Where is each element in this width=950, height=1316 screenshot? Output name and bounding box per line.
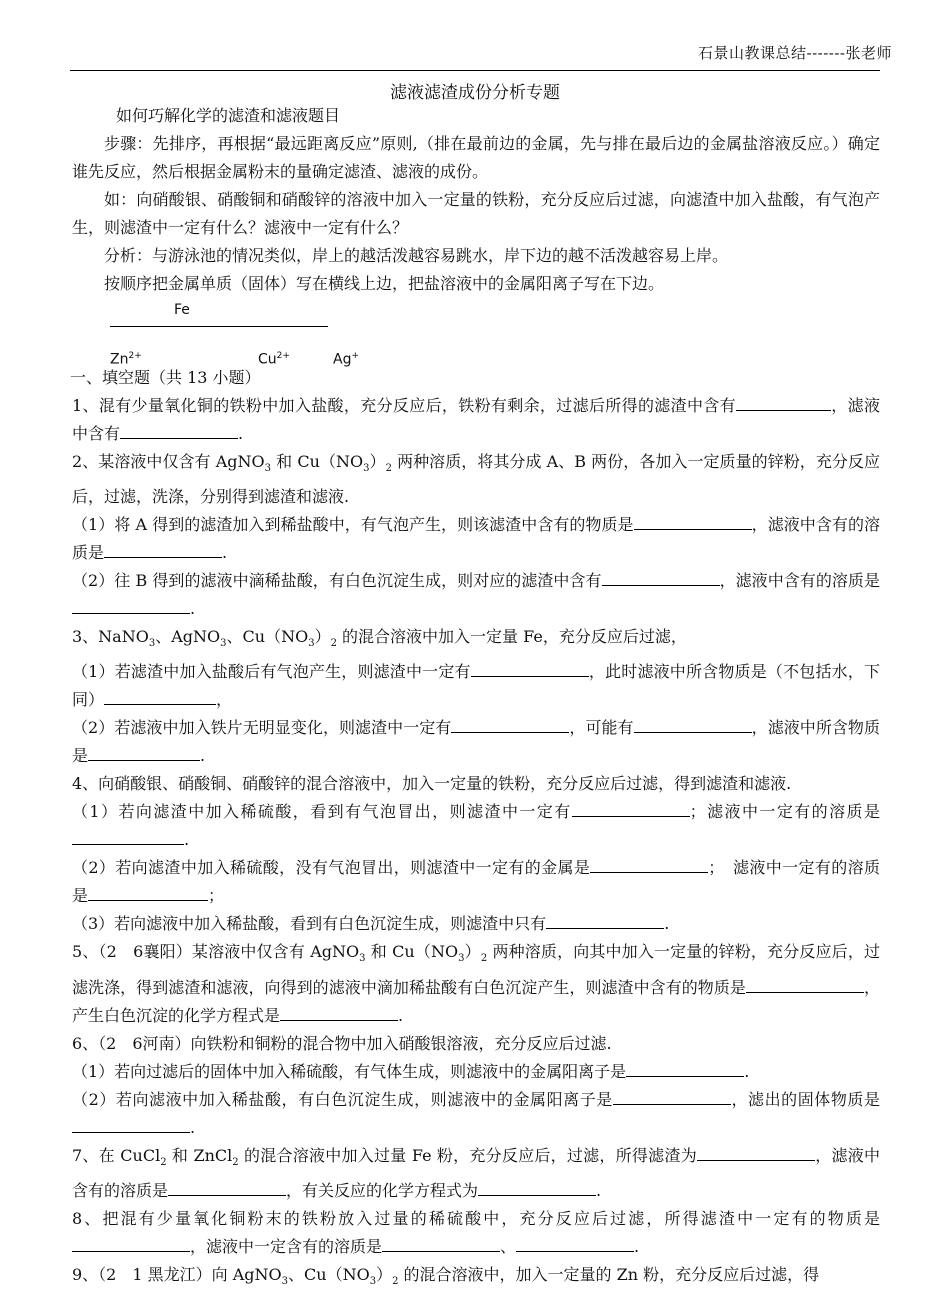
metal-label: Fe — [174, 302, 190, 318]
question-7: 7、在 CuCl$_2$ 和 ZnCl$_2$ 的混合溶液中加入过量 Fe 粉，充分反应后，过滤，所得滤渣为 ，滤液中含有的溶质是 ，有关反应的化学方程式为 . — [72, 1145, 880, 1200]
answer-blank[interactable] — [590, 857, 708, 873]
question-1: 1、混有少量氧化铜的铁粉中加入盐酸，充分反应后，铁粉有剩余，过滤后所得的滤渣中含有 ，滤液中含有 . — [72, 396, 880, 443]
answer-blank[interactable] — [697, 1145, 815, 1161]
answer-blank[interactable] — [104, 689, 216, 705]
subtitle: 如何巧解化学的滤渣和滤液题目 — [116, 106, 341, 125]
question-5: 5、（2 6襄阳）某溶液中仅含有 AgNO$_3$ 和 $Cu(NO_3)_2$ 两种溶质，向其中加入一定量的锌粉，充分反应后，过滤洗涤，得到滤渣和滤液，向得到的滤液中滴加稀盐酸有白色沉淀产生，则滤渣中含有的物质是 ，产生白色沉淀的化学方程式是 . — [72, 942, 880, 1025]
question-3-part-2: （2）若滤液中加入铁片无明显变化，则滤渣中一定有 ，可能有 ，滤液中所含物质是 . — [72, 718, 880, 766]
answer-blank[interactable] — [478, 1180, 596, 1196]
document-body — [72, 102, 880, 1296]
ion-cu: $Cu^{2+}$ — [258, 351, 290, 368]
answer-blank[interactable] — [88, 885, 208, 901]
question-6-part-1: （1）若向过滤后的固体中加入稀硫酸，有气体生成，则滤液中的金属阳离子是 . — [72, 1061, 750, 1081]
question-6-part-2: （2）若向滤液中加入稀盐酸，有白色沉淀生成，则滤液中的金属阳离子是 ，滤出的固体物质是. — [72, 1089, 880, 1137]
answer-blank[interactable] — [88, 745, 200, 761]
answer-blank[interactable] — [382, 1236, 500, 1252]
header-rule — [70, 70, 880, 71]
answer-blank[interactable] — [626, 1061, 744, 1077]
answer-blank[interactable] — [572, 801, 690, 817]
question-8: 8、把混有少量氧化铜粉末的铁粉放入过量的稀硫酸中，充分反应后过滤，所得滤渣中一定有的物质是，滤液中一定含有的溶质是 、 . — [72, 1208, 880, 1256]
question-2: 2、某溶液中仅含有 AgNO$_3$ 和 $Cu(NO_3)_2$ 两种溶质，将其分成 A、B 两份，各加入一定质量的锌粉，充分反应后，过滤，洗涤，分别得到滤渣和滤液. — [72, 452, 880, 507]
answer-blank[interactable] — [72, 829, 184, 845]
intro-instruction: 按顺序把金属单质（固体）写在横线上边，把盐溶液中的金属阳离子写在下边。 — [104, 274, 665, 293]
question-2-part-2: （2）往 B 得到的滤液中滴稀盐酸，有白色沉淀生成，则对应的滤渣中含有 ，滤液中含有的溶质是. — [72, 571, 880, 619]
ion-ag: Ag+ — [333, 351, 360, 368]
answer-blank[interactable] — [451, 717, 569, 733]
answer-blank[interactable] — [602, 570, 720, 586]
answer-blank[interactable] — [634, 514, 752, 530]
answer-blank[interactable] — [104, 542, 222, 558]
question-4-part-1: （1）若向滤渣中加入稀硫酸，看到有气泡冒出，则滤渣中一定有 ；滤液中一定有的溶质是. — [72, 802, 880, 850]
question-4: 4、向硝酸银、硝酸铜、硝酸锌的混合溶液中，加入一定量的铁粉，充分反应后过滤，得到滤渣和滤液. — [72, 774, 792, 794]
page-title: 滤液滤渣成份分析专题 — [390, 83, 560, 103]
answer-blank[interactable] — [168, 1180, 286, 1196]
answer-blank[interactable] — [613, 1089, 731, 1105]
answer-blank[interactable] — [546, 913, 664, 929]
intro-analysis: 分析：与游泳池的情况类似，岸上的越活泼越容易跳水，岸下边的越不活泼越容易上岸。 — [104, 246, 729, 265]
question-2-part-1: （1）将 A 得到的滤渣加入到稀盐酸中，有气泡产生，则该滤渣中含有的物质是 ，滤液中含有的溶质是 . — [72, 515, 880, 563]
question-9: 9、（2 1 黑龙江）向 AgNO$_3$、$Cu(NO_3)_2$ 的混合溶液中，加入一定量的 Zn 粉，充分反应后过滤，得 — [72, 1264, 820, 1287]
question-4-part-2: （2）若向滤渣中加入稀硫酸，没有气泡冒出，则滤渣中一定有的金属是 ； 滤液中一定有的溶质是 ； — [72, 858, 880, 906]
question-3: 3、NaNO$_3$、AgNO$_3$、$Cu(NO_3)_2$ 的混合溶液中加入一定量 Fe，充分反应后过滤， — [72, 627, 687, 650]
ion-zn: $Zn^{2+}$ — [110, 351, 142, 368]
answer-blank[interactable] — [72, 1117, 190, 1133]
answer-blank[interactable] — [634, 717, 752, 733]
answer-blank[interactable] — [471, 661, 589, 677]
answer-blank[interactable] — [120, 423, 238, 439]
answer-blank[interactable] — [72, 1236, 190, 1252]
metal-ion-diagram — [72, 298, 880, 368]
answer-blank[interactable] — [72, 598, 190, 614]
answer-blank[interactable] — [746, 977, 864, 993]
page-header: 石景山教课总结-------张老师 — [698, 44, 892, 62]
question-6: 6、（2 6河南）向铁粉和铜粉的混合物中加入硝酸银溶液，充分反应后过滤. — [72, 1033, 612, 1053]
answer-blank[interactable] — [516, 1236, 634, 1252]
diagram-line — [110, 326, 328, 327]
section-title: 一、填空题（共 13 小题） — [70, 368, 261, 387]
question-4-part-3: （3）若向滤液中加入稀盐酸，看到有白色沉淀生成，则滤渣中只有 . — [72, 914, 670, 934]
answer-blank[interactable] — [280, 1005, 398, 1021]
answer-blank[interactable] — [736, 395, 831, 411]
intro-example: 如：向硝酸银、硝酸铜和硝酸锌的溶液中加入一定量的铁粉，充分反应后过滤，向滤渣中加入盐酸，有气泡产生，则滤渣中一定有什么？滤液中一定有什么？ — [72, 190, 880, 237]
question-3-part-1: （1）若滤渣中加入盐酸后有气泡产生，则滤渣中一定有 ，此时滤液中所含物质是（不包括水，下同） ， — [72, 662, 880, 710]
intro-step: 步骤：先排序，再根据“最远距离反应”原则,（排在最前边的金属，先与排在最后边的金属盐溶液反应。）确定谁先反应，然后根据金属粉末的量确定滤渣、滤液的成份。 — [72, 134, 880, 181]
